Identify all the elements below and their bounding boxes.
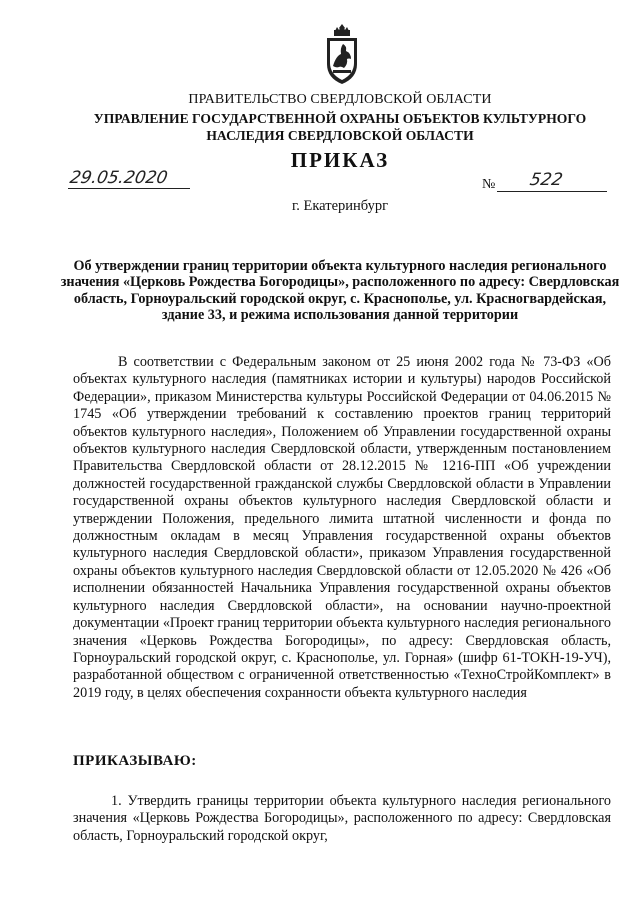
order-word: ПРИКАЗЫВАЮ: (73, 753, 197, 769)
order-item-1: 1. Утвердить границы территории объекта культурного наследия регионального значения «Церковь Рождества Богородицы», расположенного по адресу: Свердловская область, Горноуральский городской округ, (73, 793, 611, 844)
document-heading: Об утверждении границ территории объекта культурного наследия регионального значения «Церковь Рождества Богородицы», расположенного по адресу: Свердловская область, Горноуральский городской округ, с. Краснополье, ул. Красногвардейская, здание 33, и режима использования данной территории (60, 258, 620, 324)
coat-of-arms-icon (323, 22, 361, 86)
department-name: УПРАВЛЕНИЕ ГОСУДАРСТВЕННОЙ ОХРАНЫ ОБЪЕКТОВ КУЛЬТУРНОГО НАСЛЕДИЯ СВЕРДЛОВСКОЙ ОБЛАСТИ (93, 111, 587, 143)
document-type: ПРИКАЗ (290, 148, 390, 172)
government-name: ПРАВИТЕЛЬСТВО СВЕРДЛОВСКОЙ ОБЛАСТИ (188, 92, 492, 107)
document-date: 29.05.2020 (68, 168, 170, 188)
city: г. Екатеринбург (291, 198, 389, 214)
number-label: № (482, 177, 496, 192)
document-number: 522 (528, 170, 565, 190)
preamble-paragraph: В соответствии с Федеральным законом от 25 июня 2002 года № 73-ФЗ «Об объектах культурного наследия (памятниках истории и культуры) народов Российской Федерации», приказом Министерства культуры Российской Федерации от 04.06.2015 № 1745 «Об утверждении требований к составлению проектов границ территорий объектов культурного наследия», Положением об Управлении государственной охраны объектов культурного наследия Свердловской области, утвержденным постановлением Правительства Свердловской области от 28.12.2015 № 1216-ПП «Об учреждении должностей государственной гражданской службы Свердловской области в Управлении государственной охраны объектов культурного наследия Свердловской области и утверждении Положения, предельного лимита штатной численности и фонда по должностным окладам в месяц Управления государственной охраны объектов культурного наследия Свердловской области», приказом Управления государственной охраны объектов культурного наследия Свердловской области от 12.05.2020 № 426 «Об исполнении обязанностей Начальника Управления государственной охраны объектов культурного наследия Свердловской области», на основании научно-проектной документации «Проект границ территории объекта культурного наследия регионального значения «Церковь Рождества Богородицы», по адресу: Свердловская область, Горноуральский городской округ, с. Краснополье, ул. Горная» (шифр 61-ТОКН-19-УЧ), разработанной обществом с ограниченной ответственностью «ТехноСтройКомплект» в 2019 году, в целях обеспечения сохранности объекта культурного наследия (73, 354, 611, 701)
